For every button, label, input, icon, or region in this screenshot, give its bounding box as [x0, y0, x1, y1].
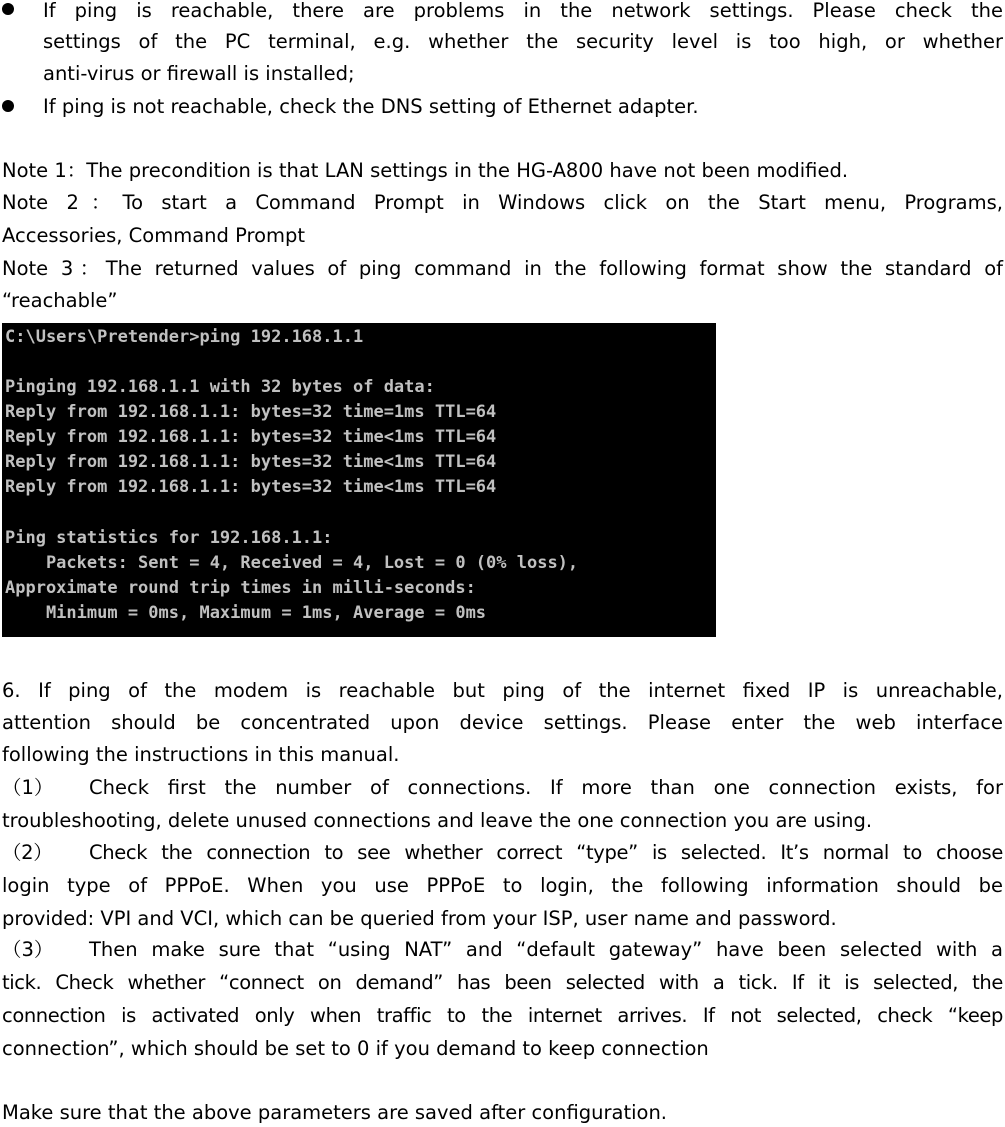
closing-note: Make sure that the above parameters are saved after configuration.	[2, 1101, 667, 1124]
command-prompt-screenshot	[2, 323, 716, 637]
note-1: Note 1：The precondition is that LAN settings in the HG-A800 have not been modified.	[2, 159, 849, 182]
step-1-line-1	[2, 774, 1003, 802]
step-3-number: （3）	[2, 938, 54, 961]
bullet-1-line-2: settings of the PC terminal, e.g. whether the security level is too high, or whether	[43, 30, 1003, 53]
step-1-line-2: troubleshooting, delete unused connections and leave the one connection you are using.	[2, 809, 873, 832]
note-3-line-2: “reachable”	[2, 289, 118, 312]
step-3-line-3: connection is activated only when traffic to the internet arrives. If not selected, check “keep	[2, 1004, 1003, 1027]
terminal-line: Approximate round trip times in milli-seconds:	[5, 578, 476, 598]
step-1-text: Check first the number of connections. If more than one connection exists, for	[89, 776, 1003, 799]
terminal-line: C:\Users\Pretender>ping 192.168.1.1	[5, 327, 364, 347]
bullet-dot	[2, 100, 14, 112]
bullet-2: If ping is not reachable, check the DNS setting of Ethernet adapter.	[43, 95, 699, 118]
terminal-line: Ping statistics for 192.168.1.1:	[5, 528, 333, 548]
step-2-line-3: provided: VPI and VCI, which can be queried from your ISP, user name and password.	[2, 907, 837, 930]
bullet-dot	[2, 3, 14, 15]
terminal-line: Minimum = 0ms, Maximum = 1ms, Average = 0ms	[5, 603, 487, 623]
bullet-1-line-3: anti-virus or firewall is installed;	[43, 62, 355, 85]
terminal-line: Reply from 192.168.1.1: bytes=32 time<1ms TTL=64	[5, 477, 497, 497]
terminal-line: Packets: Sent = 4, Received = 4, Lost = 0 (0% loss),	[5, 553, 579, 573]
step-2-number: （2）	[2, 841, 53, 864]
step-2-line-1	[2, 839, 1003, 867]
terminal-line: Reply from 192.168.1.1: bytes=32 time<1ms TTL=64	[5, 427, 497, 447]
note-2-line-2: Accessories, Command Prompt	[2, 224, 306, 247]
step-3-line-4: connection”, which should be set to 0 if you demand to keep connection	[2, 1037, 709, 1060]
note-3-line-1: Note 3：The returned values of ping command in the following format show the standard of	[2, 257, 1003, 280]
section-6-line-3: following the instructions in this manual.	[2, 743, 400, 766]
section-6-line-2: attention should be concentrated upon device settings. Please enter the web interface	[2, 711, 1003, 734]
step-2-text: Check the connection to see whether correct “type” is selected. It’s normal to choose	[89, 841, 1003, 864]
terminal-line: Reply from 192.168.1.1: bytes=32 time<1ms TTL=64	[5, 452, 497, 472]
step-3-line-2: tick. Check whether “connect on demand” has been selected with a tick. If it is selected, the	[2, 971, 1003, 994]
terminal-line: Pinging 192.168.1.1 with 32 bytes of data:	[5, 377, 435, 397]
note-2-line-1: Note 2：To start a Command Prompt in Windows click on the Start menu, Programs,	[2, 191, 1003, 214]
step-1-number: （1）	[2, 776, 54, 799]
section-6-line-1: 6. If ping of the modem is reachable but ping of the internet fixed IP is unreachable,	[2, 679, 1003, 702]
step-2-line-2: login type of PPPoE. When you use PPPoE to login, the following information should be	[2, 874, 1003, 897]
step-3-line-1	[2, 936, 1003, 964]
step-3-text: Then make sure that “using NAT” and “default gateway” have been selected with a	[89, 938, 1003, 961]
bullet-1-line-1: If ping is reachable, there are problems in the network settings. Please check the	[43, 0, 1003, 22]
terminal-line: Reply from 192.168.1.1: bytes=32 time=1ms TTL=64	[5, 402, 497, 422]
